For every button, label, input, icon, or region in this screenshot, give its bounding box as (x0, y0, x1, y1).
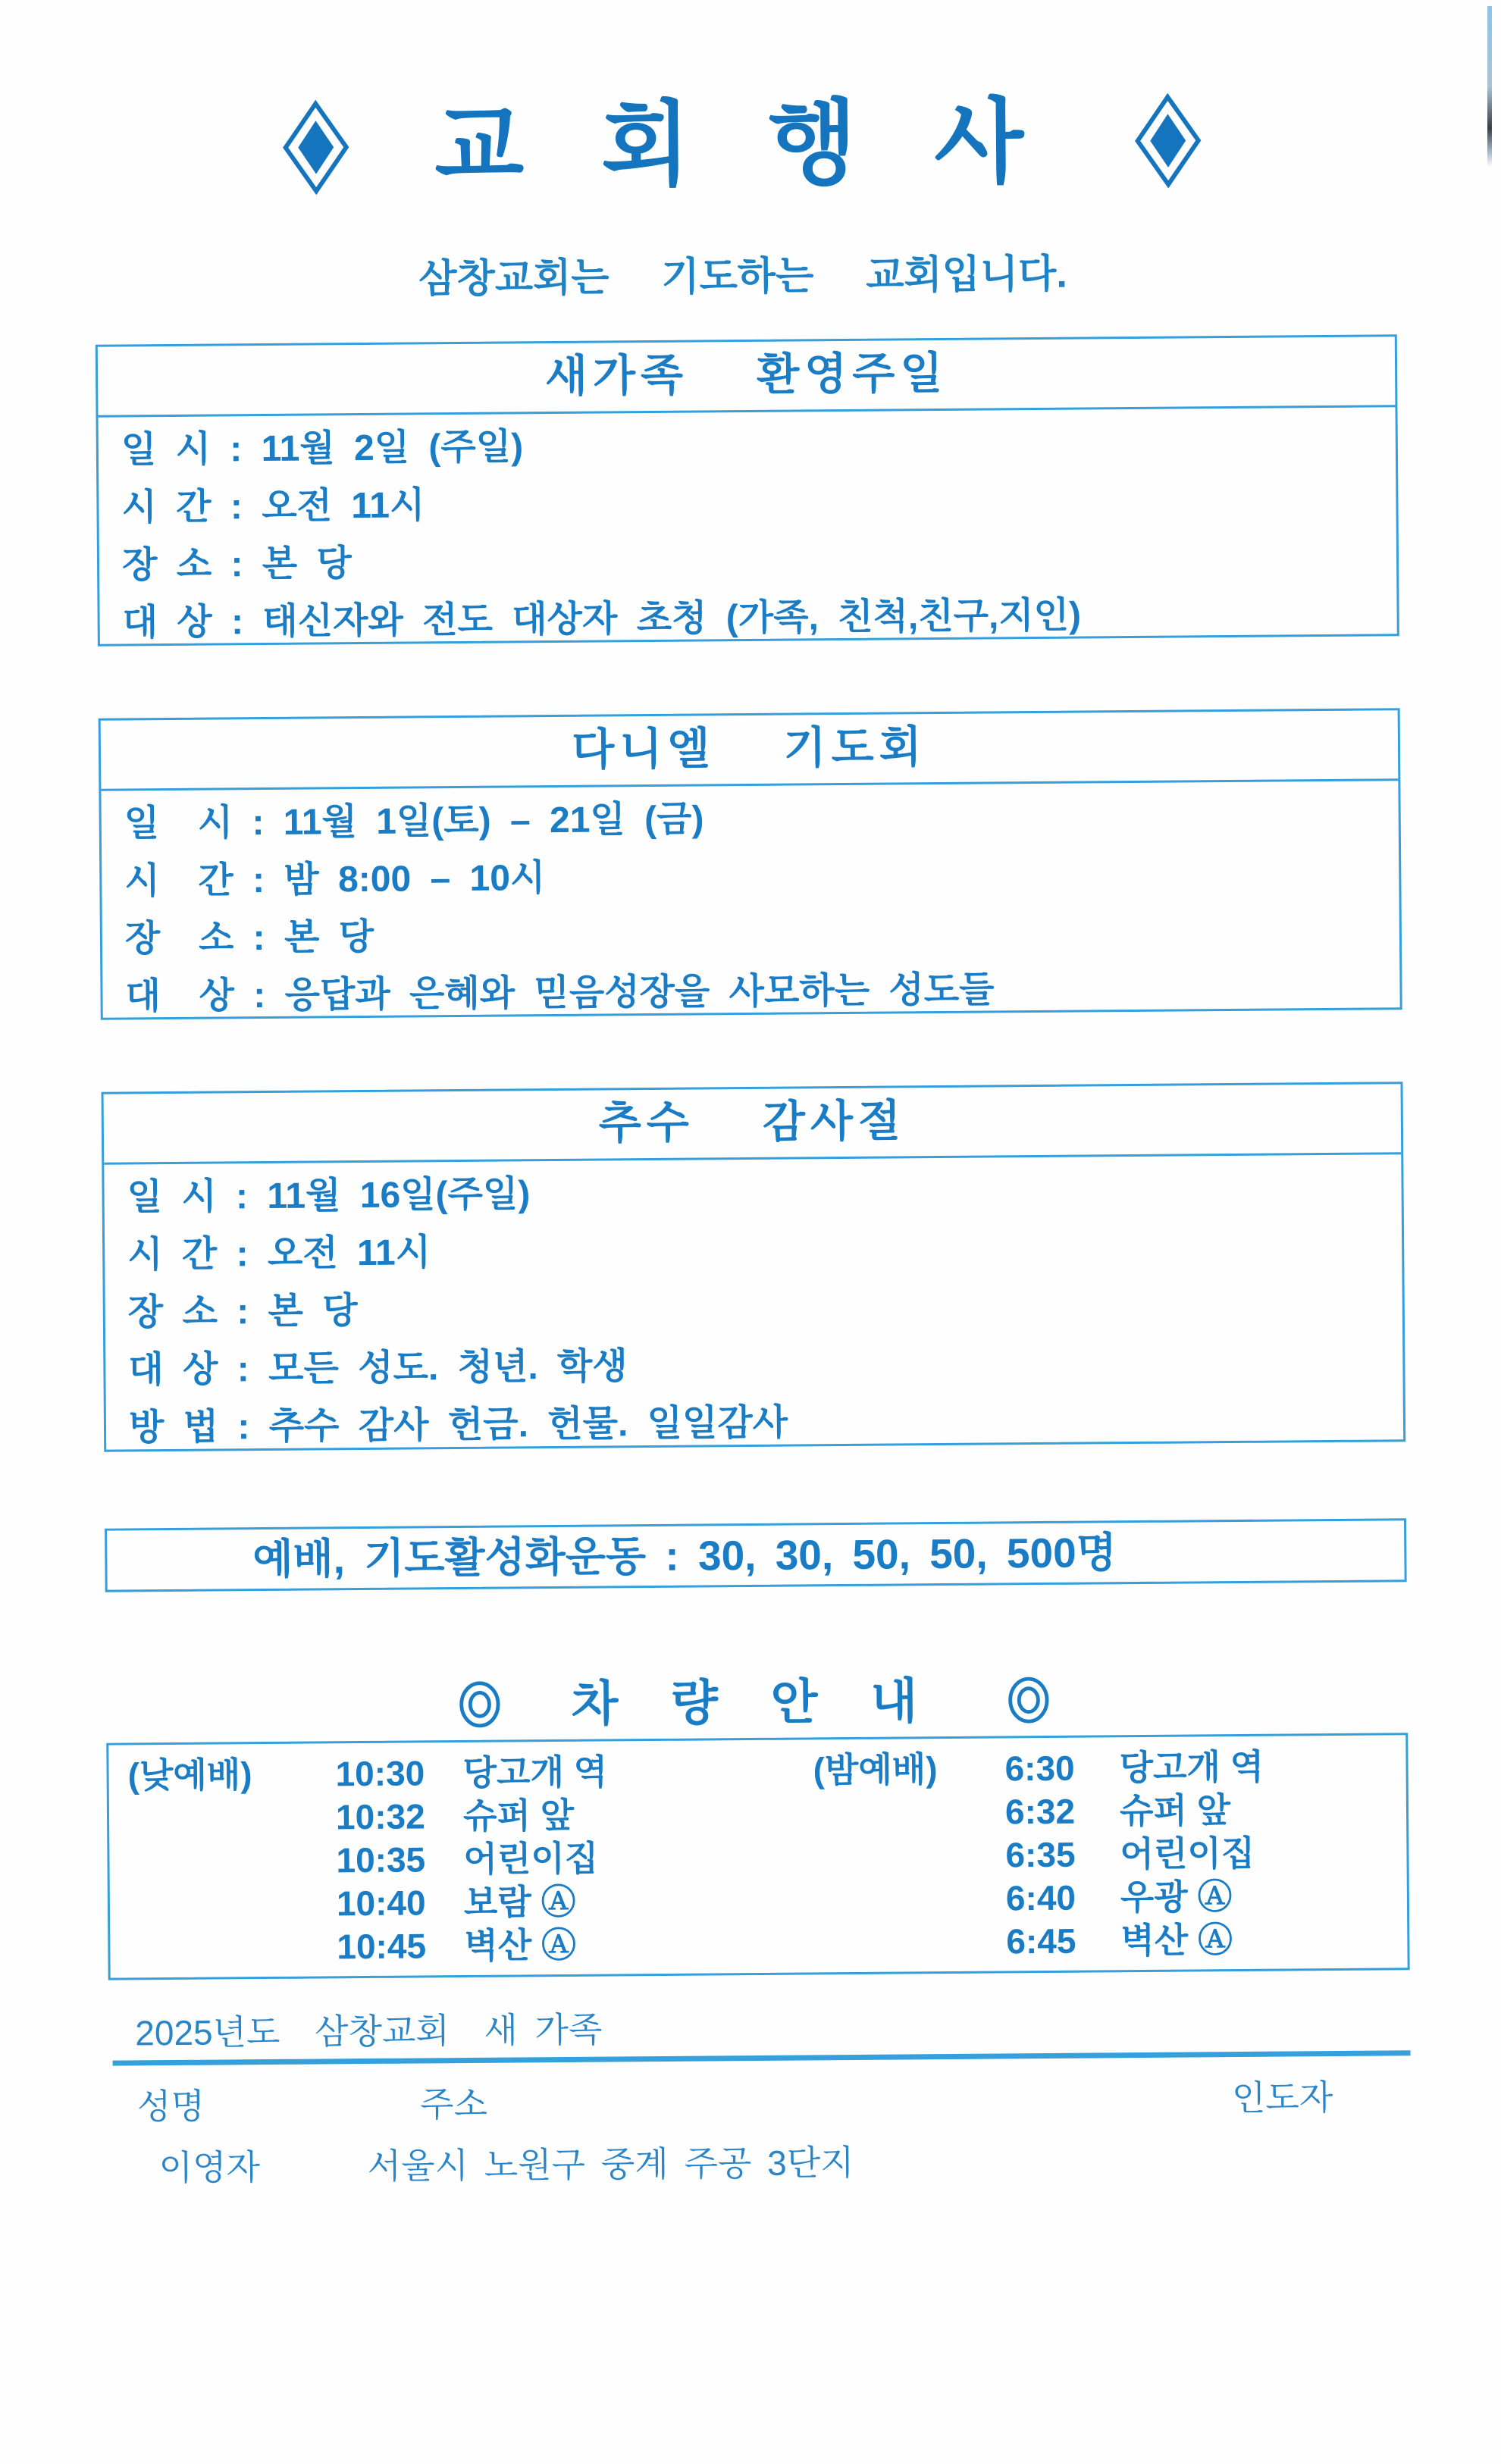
event-detail-row: 시 간 : 오전 11시 (121, 485, 425, 528)
event-box-welcome-sunday (96, 334, 1399, 646)
shuttle-service-label (813, 1833, 1005, 1878)
shuttle-service-label: (밤예배) (813, 1749, 938, 1790)
shuttle-time: 10:45 (337, 1926, 427, 1967)
shuttle-stop: 벽산 Ⓐ (1120, 1920, 1233, 1961)
new-family-address: 서울시 노원구 중계 주공 3단지 (367, 2142, 854, 2187)
event-detail-row: 장 소 : 본 당 (124, 916, 374, 960)
event-detail-row: 시 간 : 밤 8:00 – 10시 (124, 858, 546, 902)
event-detail-row: 대 상 : 모든 성도. 청년. 학생 (128, 1346, 628, 1391)
shuttle-stop: 우광 Ⓐ (1120, 1877, 1233, 1918)
event-rows (99, 407, 1397, 652)
new-family-col-name: 성명 (136, 2086, 205, 2127)
scan-edge-artifact (1487, 6, 1492, 167)
event-detail-row: 일 시 : 11월 16일(주일) (127, 1174, 531, 1218)
event-box-daniel-prayer (99, 708, 1402, 1019)
shuttle-time: 10:35 (336, 1839, 426, 1880)
event-detail-row: 장 소 : 본 당 (127, 1291, 358, 1333)
shuttle-time: 10:32 (335, 1796, 425, 1837)
shuttle-service-label (814, 1920, 1006, 1965)
shuttle-service-label: (낮예배) (127, 1755, 252, 1796)
shuttle-stop: 어린이집 (1120, 1833, 1255, 1874)
shuttle-schedule-box (106, 1733, 1409, 1980)
page-subtitle: 삼창교회는 기도하는 교회입니다. (418, 252, 1068, 302)
shuttle-time: 6:40 (1005, 1877, 1076, 1918)
event-detail-row: 일 시 : 11월 1일(토) – 21일 (금) (124, 799, 704, 844)
new-family-col-address: 주소 (419, 2084, 488, 2124)
title-row (0, 64, 1493, 224)
shuttle-service-label (813, 1790, 1005, 1835)
event-detail-row: 시 간 : 오전 11시 (127, 1232, 431, 1276)
shuttle-stop: 슈퍼 앞 (1119, 1790, 1231, 1831)
event-header: 추수 감사절 (104, 1084, 1402, 1164)
shuttle-service-label (814, 1877, 1006, 1921)
event-rows (101, 781, 1399, 1025)
event-detail-row: 일 시 : 11월 2일 (주일) (121, 427, 524, 471)
shuttle-time: 6:32 (1004, 1791, 1076, 1832)
new-family-col-guide: 인도자 (1231, 2077, 1333, 2118)
new-family-title: 2025년도 삼창교회 새 가족 (135, 2009, 603, 2053)
double-circle-icon (457, 1680, 502, 1729)
shuttle-time: 6:35 (1005, 1834, 1076, 1875)
shuttle-stop: 보람 Ⓐ (463, 1881, 576, 1922)
event-box-thanksgiving (102, 1082, 1406, 1451)
event-header: 새가족 환영주일 (98, 337, 1396, 417)
shuttle-stop: 당고개 역 (1119, 1746, 1264, 1788)
shuttle-title: 차 량 안 내 (571, 1673, 938, 1731)
shuttle-time: 6:30 (1004, 1748, 1075, 1789)
new-family-name: 이영자 (158, 2147, 261, 2188)
shuttle-service-label (128, 1839, 336, 1883)
event-header: 다니엘 기도회 (101, 710, 1399, 791)
shuttle-service-label (129, 1882, 337, 1927)
shuttle-time: 6:45 (1006, 1921, 1076, 1961)
prayer-campaign-banner: 예배, 기도활성화운동 : 30, 30, 50, 50, 500명 (105, 1518, 1407, 1592)
shuttle-service-label (128, 1796, 336, 1840)
shuttle-stop: 어린이집 (463, 1838, 599, 1879)
event-detail-row: 대 상 : 응답과 은혜와 믿음성장을 사모하는 성도들 (125, 969, 995, 1017)
event-detail-row: 장 소 : 본 당 (121, 543, 353, 586)
shuttle-title-row (4, 1661, 1501, 1743)
event-detail-row: 방 법 : 추수 감사 헌금. 헌물. 일일감사 (128, 1402, 788, 1448)
double-circle-icon (1007, 1676, 1051, 1724)
shuttle-stop: 당고개 역 (462, 1752, 608, 1793)
page-title: 교 회 행 사 (434, 89, 1050, 198)
shuttle-row (110, 1917, 1407, 1970)
shuttle-service-label (129, 1925, 337, 1970)
shuttle-stop: 벽산 Ⓐ (464, 1924, 577, 1965)
event-rows (104, 1154, 1403, 1457)
shuttle-stop: 슈퍼 앞 (462, 1795, 575, 1836)
shuttle-time: 10:40 (336, 1883, 426, 1924)
diamond-icon (1134, 92, 1202, 189)
diamond-icon (283, 99, 350, 196)
shuttle-time: 10:30 (335, 1753, 425, 1794)
event-detail-row: 대 상 : 태신자와 전도 대상자 초청 (가족, 친척,친구,지인) (122, 595, 1082, 643)
